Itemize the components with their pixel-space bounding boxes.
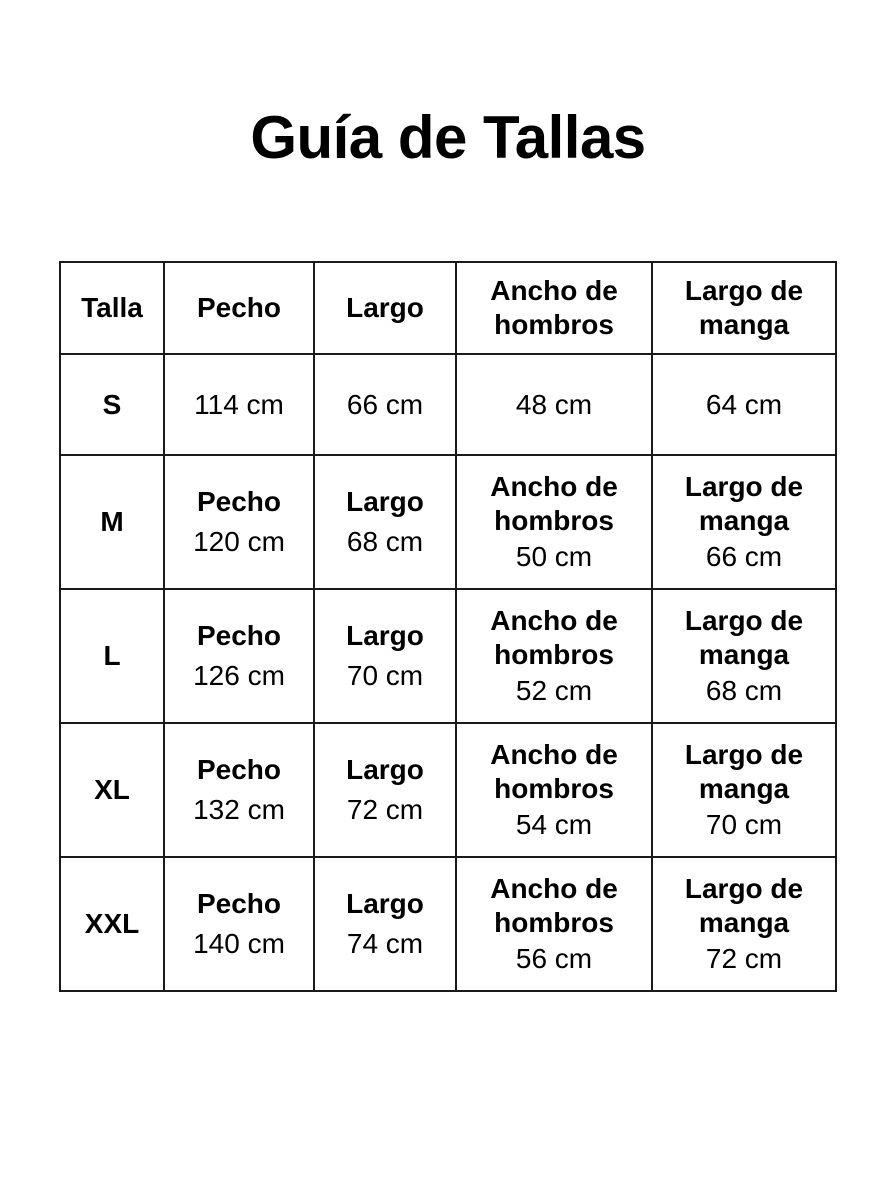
cell-ancho-hombros — [456, 857, 652, 991]
cell-pecho — [164, 589, 314, 723]
cell-label: Ancho de hombros — [490, 873, 618, 938]
cell-value: 66 cm — [705, 541, 783, 572]
cell-ancho-hombros: 48 cm — [456, 354, 652, 455]
cell-largo-manga: 64 cm — [652, 354, 836, 455]
cell-value: 52 cm — [515, 675, 593, 706]
table-row — [60, 354, 836, 455]
cell-value: 50 cm — [515, 541, 593, 572]
cell-ancho-hombros — [456, 455, 652, 589]
table-row — [60, 857, 836, 991]
cell-pecho — [164, 455, 314, 589]
cell-largo-manga — [652, 857, 836, 991]
header-talla: Talla — [60, 262, 164, 354]
cell-talla: S — [60, 354, 164, 455]
cell-value: 68 cm — [346, 526, 424, 557]
cell-label: Pecho — [196, 486, 282, 517]
cell-label: Ancho de hombros — [490, 605, 618, 670]
cell-value: 132 cm — [193, 794, 285, 825]
cell-label: Pecho — [196, 754, 282, 785]
cell-value: 68 cm — [705, 675, 783, 706]
cell-largo-manga — [652, 589, 836, 723]
cell-label: Largo — [346, 620, 424, 651]
cell-value: 140 cm — [193, 928, 285, 959]
size-guide-table — [59, 261, 837, 992]
cell-largo-manga — [652, 723, 836, 857]
cell-talla: XXL — [60, 857, 164, 991]
cell-label: Largo — [346, 754, 424, 785]
cell-ancho-hombros — [456, 589, 652, 723]
cell-label: Ancho de hombros — [490, 739, 618, 804]
cell-value: 72 cm — [705, 943, 783, 974]
table-row — [60, 455, 836, 589]
cell-label: Ancho de hombros — [490, 471, 618, 536]
table-row — [60, 723, 836, 857]
cell-largo — [314, 455, 456, 589]
header-pecho: Pecho — [164, 262, 314, 354]
cell-value: 70 cm — [705, 809, 783, 840]
table-row — [60, 589, 836, 723]
cell-label: Largo — [346, 888, 424, 919]
cell-largo — [314, 589, 456, 723]
cell-value: 120 cm — [193, 526, 285, 557]
cell-label: Pecho — [196, 888, 282, 919]
cell-largo — [314, 723, 456, 857]
cell-label: Pecho — [196, 620, 282, 651]
cell-value: 56 cm — [515, 943, 593, 974]
cell-value: 54 cm — [515, 809, 593, 840]
cell-pecho — [164, 723, 314, 857]
header-largo: Largo — [314, 262, 456, 354]
cell-label: Largo de manga — [684, 873, 804, 938]
cell-label: Largo de manga — [684, 605, 804, 670]
cell-value: 72 cm — [346, 794, 424, 825]
cell-ancho-hombros — [456, 723, 652, 857]
header-largo-manga: Largo de manga — [652, 262, 836, 354]
cell-label: Largo — [346, 486, 424, 517]
cell-talla: XL — [60, 723, 164, 857]
cell-pecho: 114 cm — [164, 354, 314, 455]
cell-value: 70 cm — [346, 660, 424, 691]
cell-largo-manga — [652, 455, 836, 589]
cell-value: 74 cm — [346, 928, 424, 959]
cell-largo: 66 cm — [314, 354, 456, 455]
cell-talla: L — [60, 589, 164, 723]
table-header-row — [60, 262, 836, 354]
cell-talla: M — [60, 455, 164, 589]
cell-pecho — [164, 857, 314, 991]
cell-label: Largo de manga — [684, 739, 804, 804]
cell-label: Largo de manga — [684, 471, 804, 536]
cell-value: 126 cm — [193, 660, 285, 691]
page-title: Guía de Tallas — [250, 104, 646, 171]
cell-largo — [314, 857, 456, 991]
header-ancho-hombros: Ancho de hombros — [456, 262, 652, 354]
